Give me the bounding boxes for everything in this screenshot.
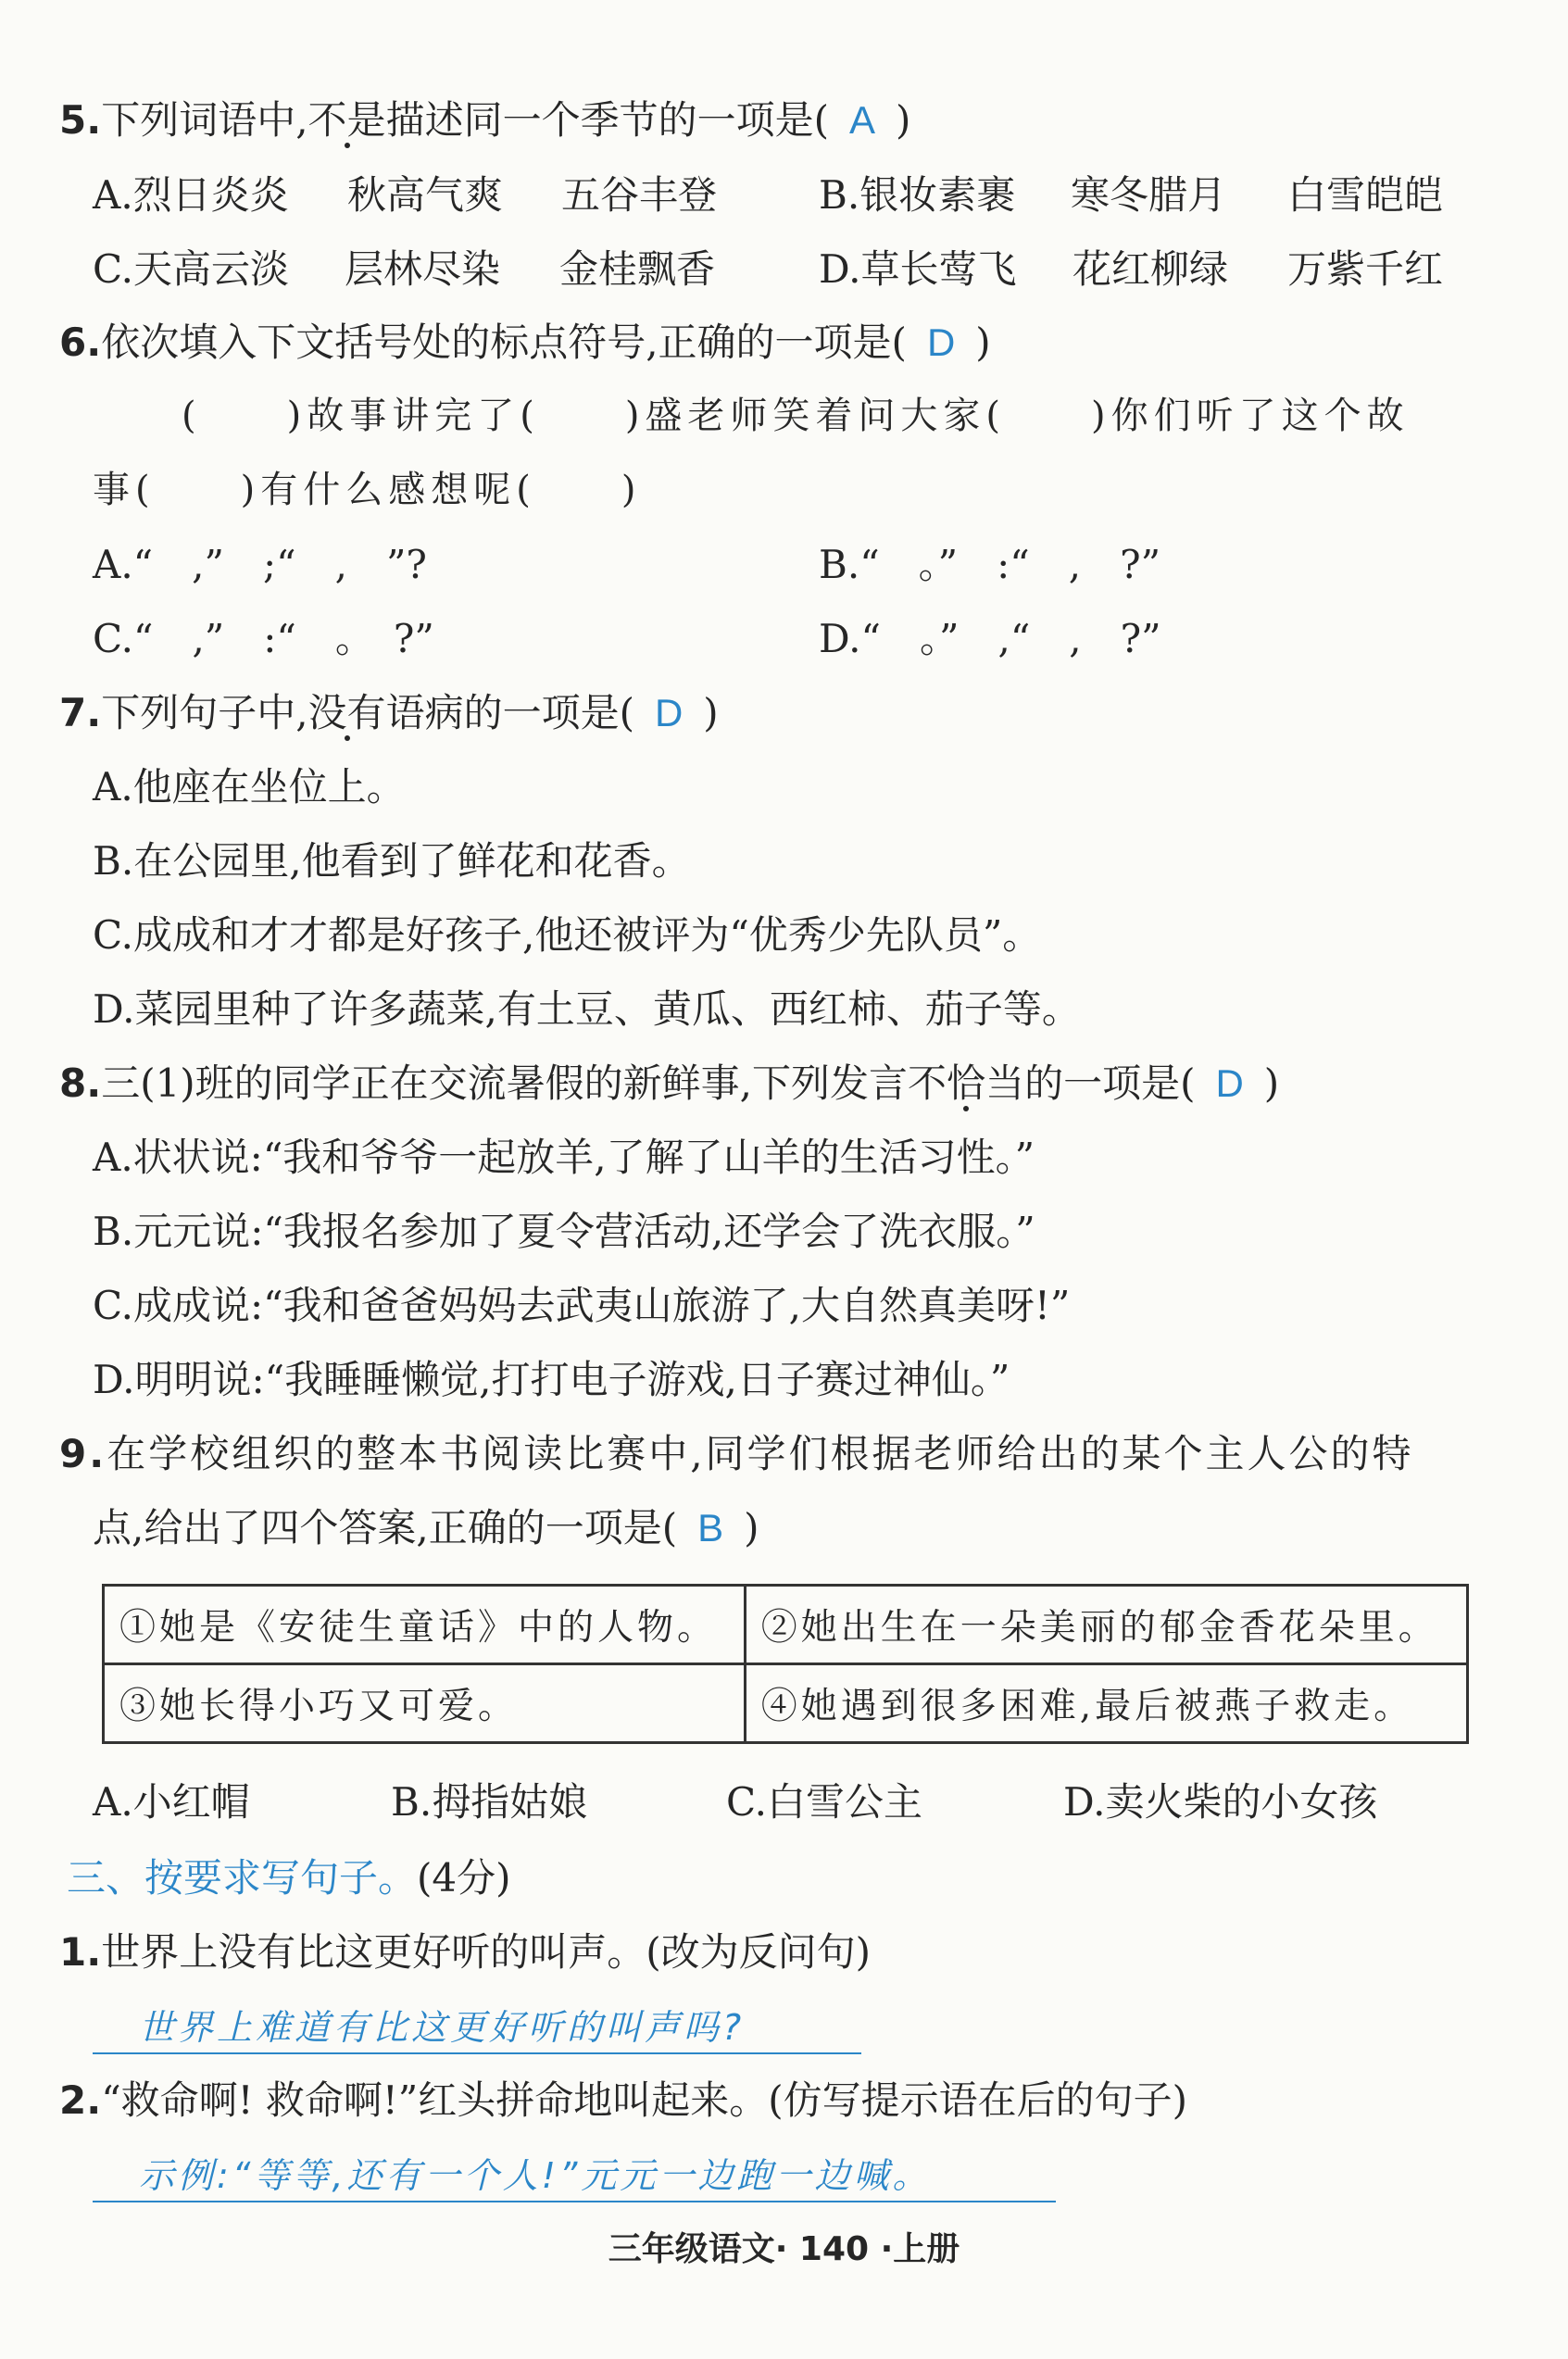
- option-item: D.菜园里种了许多蔬菜,有土豆、黄瓜、西红柿、茄子等。: [93, 986, 1081, 1032]
- option-item: 金桂飘香: [559, 246, 716, 292]
- option-item: A.状状说:“我和爷爷一起放羊,了解了山羊的生活习性。”: [93, 1135, 1035, 1180]
- option-item: 花红柳绿: [1073, 246, 1229, 292]
- table-cell: ①她是《安徒生童话》中的人物。: [104, 1586, 746, 1664]
- sentence-task-2: [59, 2075, 1187, 2127]
- table-row: [104, 1586, 1468, 1664]
- question-6: [59, 317, 991, 369]
- table-cell: ③她长得小巧又可爱。: [104, 1664, 746, 1743]
- section-heading: [67, 1852, 511, 1904]
- question-text: 下列句子中,: [101, 690, 308, 735]
- question-text: 语病的一项是(: [385, 690, 634, 735]
- option-item: 五谷丰登: [561, 172, 718, 218]
- option-item: 白雪皑皑: [1287, 172, 1444, 218]
- question-text: 下列词语中,: [101, 97, 308, 143]
- question-number: 1.: [59, 1929, 102, 1975]
- option-item: C.白雪公主: [726, 1779, 922, 1825]
- table-cell: ②她出生在一朵美丽的郁金香花朵里。: [745, 1586, 1467, 1664]
- question-8: [59, 1058, 1279, 1110]
- question-number: 6.: [59, 320, 102, 365]
- option-item: B.拇指姑娘: [391, 1779, 588, 1825]
- emphasized-text: 没有: [307, 690, 386, 735]
- section-title: 三、按要求写句子。: [67, 1855, 418, 1901]
- question-5: [59, 94, 910, 146]
- emphasized-text: 不是: [307, 97, 386, 143]
- option-item: D.草长莺飞: [819, 246, 1017, 292]
- handwritten-answer: 世界上难道有比这更好听的叫声吗?: [139, 2007, 746, 2048]
- question-text: “救命啊! 救命啊!”红头拼命地叫起来。(仿写提示语在后的句子): [101, 2077, 1188, 2123]
- sentence-task-1: [59, 1926, 871, 1978]
- option-row: [93, 613, 1482, 665]
- table-row: [104, 1664, 1468, 1743]
- question-text: 世界上没有比这更好听的叫声。(改为反问句): [101, 1929, 871, 1975]
- answer-mark: D: [926, 320, 956, 364]
- answer-line: [93, 2052, 861, 2054]
- option-item: 秋高气爽: [347, 172, 504, 218]
- question-number: 9.: [59, 1431, 107, 1476]
- handwritten-answer: 示例:“等等,还有一个人!”元元一边跑一边喊。: [139, 2155, 932, 2196]
- option-item: B.元元说:“我报名参加了夏令营活动,还学会了洗衣服。”: [93, 1209, 1035, 1254]
- option-item: A.烈日炎炎: [93, 172, 289, 218]
- question-9-continued: [93, 1502, 759, 1554]
- answer-mark: D: [1215, 1061, 1244, 1105]
- table-cell: ④她遇到很多困难,最后被燕子救走。: [745, 1664, 1467, 1743]
- question-number: 7.: [59, 690, 102, 735]
- option-item: 万紫千红: [1287, 246, 1444, 292]
- question-text: ): [1263, 1060, 1280, 1106]
- question-text: 依次填入下文括号处的标点符号,正确的一项是(: [101, 320, 907, 365]
- option-row: [93, 1776, 1482, 1828]
- question-text: ): [895, 97, 911, 143]
- page-footer: 三年级语文· 140 ·上册: [608, 2230, 960, 2268]
- option-item: A.他座在坐位上。: [93, 764, 406, 809]
- passage-line: 事( )有什么感想呢( ): [93, 469, 642, 511]
- question-9: [59, 1428, 1414, 1480]
- option-item: D.卖火柴的小女孩: [1063, 1779, 1378, 1825]
- question-text: 点,给出了四个答案,正确的一项是(: [93, 1505, 678, 1550]
- option-row: [93, 169, 1482, 221]
- option-item: D.明明说:“我睡睡懒觉,打打电子游戏,日子赛过神仙。”: [93, 1357, 1010, 1402]
- question-text: 的一项是(: [1024, 1060, 1196, 1106]
- question-text: 在学校组织的整本书阅读比赛中,同学们根据老师给出的某个主人公的特: [107, 1431, 1414, 1476]
- question-number: 5.: [59, 97, 102, 143]
- answer-line: [93, 2201, 1056, 2202]
- question-number: 2.: [59, 2077, 102, 2123]
- answer-mark: A: [848, 98, 875, 142]
- answer-mark: B: [697, 1506, 724, 1550]
- option-item: D.“ 。” ,“ , ?”: [819, 616, 1161, 661]
- question-text: ): [703, 690, 719, 735]
- passage-line: ( )故事讲完了( )盛老师笑着问大家( )你们听了这个故: [182, 395, 1410, 437]
- question-text: 描述同一个季节的一项是(: [385, 97, 829, 143]
- question-text: ): [975, 320, 991, 365]
- question-text: ): [744, 1505, 759, 1550]
- option-row: [93, 244, 1482, 295]
- option-row: [93, 539, 1482, 591]
- option-item: B.银妆素裹: [819, 172, 1016, 218]
- option-item: B.在公园里,他看到了鲜花和花香。: [93, 838, 691, 884]
- clue-table: [102, 1584, 1469, 1744]
- option-item: C.成成和才才都是好孩子,他还被评为“优秀少先队员”。: [93, 912, 1042, 958]
- emphasized-text: 不恰当: [908, 1060, 1025, 1106]
- option-item: 层林尽染: [345, 246, 501, 292]
- option-item: 寒冬腊月: [1071, 172, 1227, 218]
- option-item: A.小红帽: [93, 1779, 250, 1825]
- option-item: C.“ ,” :“ 。 ?”: [93, 616, 434, 661]
- answer-mark: D: [654, 691, 684, 734]
- option-item: A.“ ,” ;“ , ”?: [93, 542, 427, 587]
- question-text: 三(1)班的同学正在交流暑假的新鲜事,下列发言: [101, 1060, 909, 1106]
- option-item: C.成成说:“我和爸爸妈妈去武夷山旅游了,大自然真美呀!”: [93, 1283, 1071, 1328]
- question-number: 8.: [59, 1060, 102, 1106]
- option-item: C.天高云淡: [93, 246, 289, 292]
- option-item: B.“ 。” :“ , ?”: [819, 542, 1161, 587]
- section-score: (4分): [417, 1855, 511, 1901]
- question-7: [59, 687, 719, 739]
